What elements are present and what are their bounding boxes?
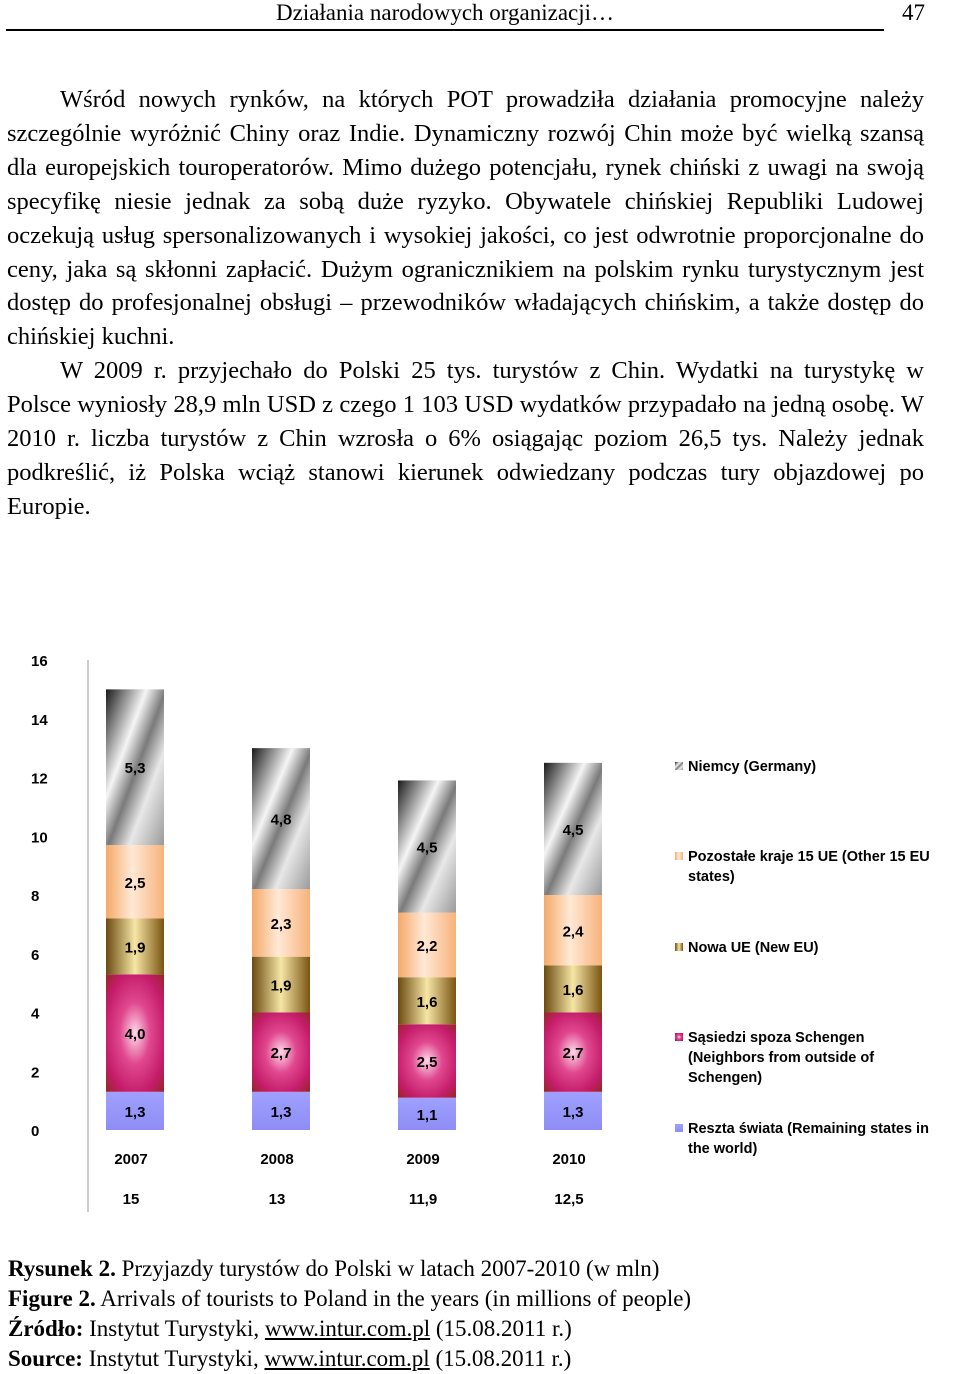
chart — [0, 640, 960, 1220]
legend-swatch — [675, 852, 683, 860]
caption-label: Źródło: — [8, 1316, 84, 1341]
header-rule — [6, 29, 884, 31]
data-label: 1,1 — [416, 1106, 438, 1124]
category-label: 2009 — [406, 1151, 440, 1168]
legend-label: Reszta świata (Remaining states in — [688, 1121, 929, 1137]
legend-label: states) — [688, 869, 735, 885]
legend-label: the world) — [688, 1141, 758, 1157]
chart-svg — [0, 640, 960, 1220]
header-title: Działania narodowych organizacji… — [276, 0, 615, 25]
caption-text: Instytut Turystyki, — [83, 1316, 265, 1341]
data-label: 1,9 — [270, 977, 292, 995]
category-label: 2008 — [260, 1151, 294, 1168]
data-label: 1,6 — [562, 982, 584, 999]
data-label: 2,5 — [416, 1053, 438, 1071]
legend-swatch — [675, 1033, 683, 1041]
data-label: 4,5 — [416, 839, 438, 857]
legend — [675, 759, 930, 1157]
caption-text: Instytut Turystyki, — [82, 1346, 265, 1371]
figure-caption-pl — [8, 1254, 659, 1284]
caption-text: Arrivals of tourists to Poland in the years (in millions of people) — [95, 1286, 692, 1311]
running-header — [0, 0, 960, 32]
data-label: 2,7 — [270, 1045, 292, 1063]
total-label: 15 — [122, 1191, 140, 1208]
source-caption-pl — [8, 1314, 572, 1344]
caption-label: Figure 2. — [8, 1286, 96, 1311]
data-label: 2,4 — [562, 923, 584, 941]
legend-swatch — [675, 943, 683, 951]
paragraph: Wśród nowych rynków, na których POT prowadziła działania promocyjne należy szczególnie wyróżnić Chiny oraz Indie. Dynamiczny rozwój Chin może być wielką szansą dla europejskich touroperatorów. Mimo dużego potencjału, rynek chiński z uwagi na swoją specyfikę niesie jednak za sobą duże ryzyko. Obywatele chińskiej Republiki Ludowej oczekują usług spersonalizowanych i wysokiej jakości, co jest odwrotnie proporcjonalne do ceny, jaka są skłonni zapłacić. Dużym ogranicznikiem na polskim rynku turystycznym jest dostęp do profesjonalnej obsługi – przewodników władających chińskim, a także dostęp do chińskiej kuchni. — [7, 86, 924, 351]
total-label: 11,9 — [408, 1191, 438, 1208]
data-label: 5,3 — [124, 760, 146, 778]
page-number: 47 — [902, 0, 925, 25]
category-label: 2007 — [114, 1151, 148, 1168]
category-label: 2010 — [552, 1151, 586, 1168]
legend-label: Nowa UE (New EU) — [688, 940, 819, 956]
data-label: 1,3 — [562, 1103, 584, 1121]
source-link[interactable]: www.intur.com.pl — [264, 1316, 431, 1341]
data-label: 1,6 — [416, 993, 438, 1011]
y-tick-label: 12 — [31, 770, 48, 788]
y-tick-label: 16 — [31, 653, 48, 670]
caption-label: Rysunek 2. — [8, 1256, 116, 1281]
legend-swatch — [675, 762, 683, 770]
caption-date: (15.08.2011 r.) — [429, 1346, 572, 1371]
legend-label: Niemcy (Germany) — [688, 759, 817, 775]
legend-label: Schengen) — [688, 1070, 763, 1086]
source-caption-en — [8, 1344, 571, 1374]
figure-caption-en — [8, 1284, 691, 1314]
data-label: 4,0 — [124, 1026, 146, 1044]
legend-label: Sąsiedzi spoza Schengen — [688, 1030, 865, 1046]
legend-swatch — [675, 1124, 683, 1132]
y-tick-label: 4 — [31, 1005, 40, 1023]
legend-label: (Neighbors from outside of — [688, 1050, 875, 1066]
data-label: 2,2 — [416, 937, 438, 955]
total-label: 13 — [268, 1191, 286, 1208]
caption-text: Przyjazdy turystów do Polski w latach 2007-2010 (w mln) — [115, 1256, 660, 1281]
body-text — [7, 83, 924, 524]
y-tick-label: 6 — [31, 946, 40, 964]
category-labels — [114, 1151, 585, 1208]
caption-date: (15.08.2011 r.) — [430, 1316, 572, 1341]
y-tick-label: 0 — [31, 1123, 40, 1140]
data-label: 1,3 — [124, 1103, 146, 1121]
y-tick-label: 2 — [31, 1064, 40, 1082]
data-label: 1,3 — [270, 1103, 292, 1121]
source-link[interactable]: www.intur.com.pl — [264, 1346, 430, 1371]
y-tick-labels — [31, 653, 48, 1140]
data-label: 2,5 — [124, 874, 146, 892]
data-labels — [125, 760, 585, 1124]
data-label: 4,8 — [270, 811, 292, 829]
data-label: 4,5 — [562, 821, 584, 839]
caption-label: Source: — [8, 1346, 83, 1371]
paragraph: W 2009 r. przyjechało do Polski 25 tys. turystów z Chin. Wydatki na turystykę w Polsce wyniosły 28,9 mln USD z czego 1 103 USD wydatków przypadało na jedną osobę. W 2010 r. liczba turystów z Chin wzrosła o 6% osiągając poziom 26,5 tys. Należy jednak podkreślić, iż Polska wciąż stanowi kierunek odwiedzany podczas tury objazdowej po Europie. — [7, 357, 924, 520]
data-label: 2,7 — [562, 1045, 584, 1063]
bar-stacks — [106, 689, 602, 1130]
data-label: 2,3 — [270, 915, 292, 933]
y-tick-label: 14 — [31, 711, 48, 729]
legend-label: Pozostałe kraje 15 UE (Other 15 EU — [688, 849, 930, 865]
y-tick-label: 10 — [31, 829, 48, 847]
y-tick-label: 8 — [31, 888, 40, 905]
total-label: 12,5 — [554, 1191, 584, 1208]
data-label: 1,9 — [124, 939, 146, 957]
